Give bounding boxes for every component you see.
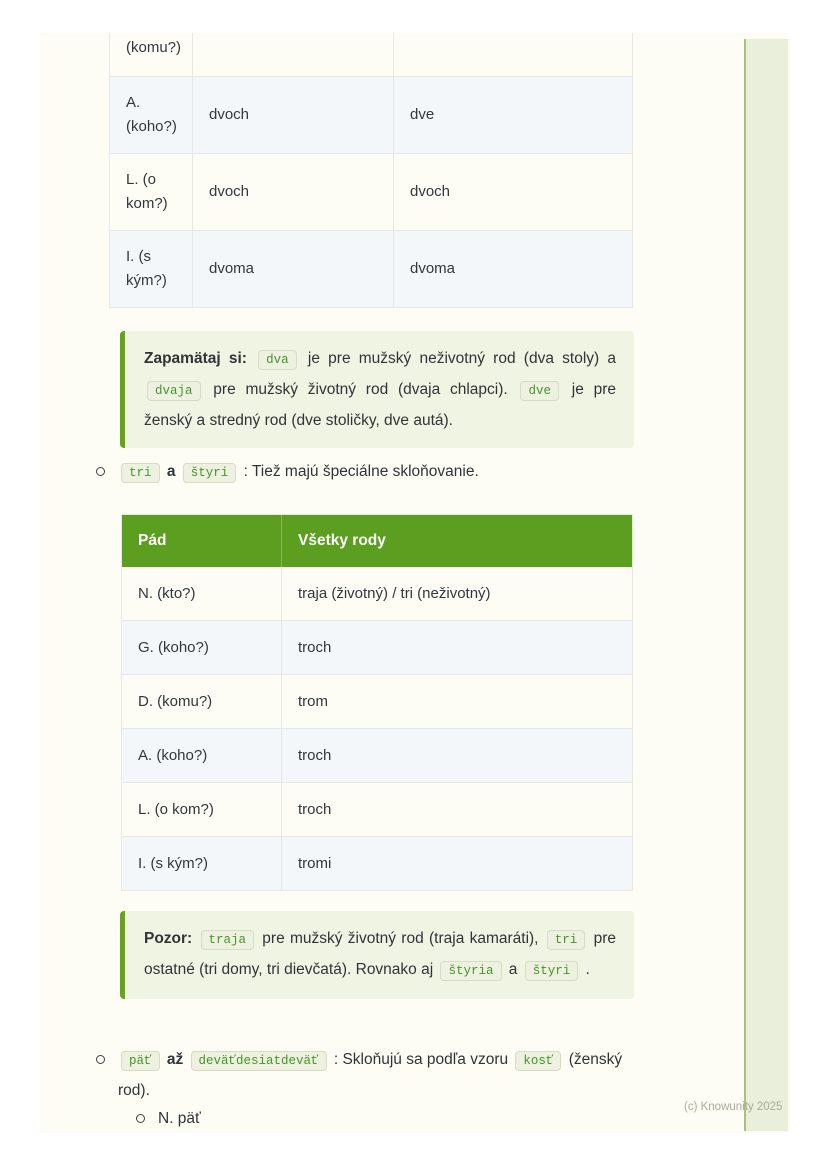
table-cell: A. (koho?) — [126, 94, 177, 135]
table-cell: dvoch — [192, 77, 393, 153]
table-cell: G. (koho?) — [138, 638, 209, 656]
declension-table-tri-styri — [121, 514, 633, 891]
bullet-marker-icon — [96, 1055, 105, 1064]
inline-code-chip: tri — [121, 463, 160, 483]
declension-table-dva — [109, 33, 633, 308]
sub-bullet-text: N. päť — [158, 1110, 201, 1127]
callout-pozor — [120, 911, 634, 999]
table-cell: troch — [281, 783, 632, 836]
table-cell: tromi — [281, 837, 632, 890]
text-segment: je pre mužský neživotný rod (dva stoly) a — [299, 350, 617, 367]
inline-code-chip: dvaja — [147, 381, 201, 401]
table-cell: A. (koho?) — [138, 746, 208, 764]
table-row — [110, 230, 632, 307]
table-cell: dvoch — [192, 154, 393, 230]
inline-code-chip: kosť — [515, 1051, 561, 1071]
table-row — [122, 728, 632, 782]
bullet-marker-icon — [136, 1114, 145, 1123]
inline-code-chip: tri — [547, 930, 586, 950]
inline-code-chip: päť — [121, 1051, 160, 1071]
bold-text: až — [162, 1051, 188, 1068]
text-segment: pre mužský životný rod (dvaja chlapci). — [203, 381, 518, 398]
text-segment: . — [581, 961, 590, 978]
bullet-item-tri-styri — [96, 457, 662, 488]
table-cell: dvoch — [393, 154, 632, 230]
bold-text: Pozor: — [144, 930, 198, 947]
table-cell: (komu?) — [126, 39, 182, 56]
text-segment: pre ostatné (tri domy, tri dievčatá). Rovnako aj — [144, 930, 616, 978]
table-row — [110, 76, 632, 153]
table-cell — [192, 33, 393, 76]
table-cell: traja (životný) / tri (neživotný) — [281, 567, 632, 620]
table-cell: I. (s kým?) — [126, 248, 167, 289]
inline-code-chip: dva — [258, 350, 297, 370]
table-row — [110, 33, 632, 76]
text-segment: : Skloňujú sa podľa vzoru — [329, 1051, 513, 1068]
inline-code-chip: štyri — [525, 961, 579, 981]
bullet-text — [118, 1045, 652, 1106]
table-cell: L. (o kom?) — [138, 800, 214, 818]
table-cell: dve — [393, 77, 632, 153]
table-body — [122, 567, 632, 890]
table-row — [122, 674, 632, 728]
table-cell: dvoma — [192, 231, 393, 307]
header-cell-pad: Pád — [138, 532, 167, 549]
table-cell: D. (komu?) — [138, 692, 213, 710]
text-segment: (ženský rod). — [118, 1051, 623, 1099]
footer-copyright: (c) Knowunity 2025 — [684, 1101, 783, 1113]
bold-text: Zapamätaj si: — [144, 350, 256, 367]
inline-code-chip: traja — [201, 930, 255, 950]
table-cell — [393, 33, 632, 76]
inline-code-chip: dve — [520, 381, 559, 401]
inline-code-chip: štyria — [440, 961, 501, 981]
table-row — [122, 836, 632, 890]
bullet-text — [118, 457, 662, 488]
text-segment: : Tiež majú špeciálne skloňovanie. — [239, 463, 479, 480]
table-row — [122, 782, 632, 836]
table-header-row — [122, 515, 632, 567]
table-cell: I. (s kým?) — [138, 854, 208, 872]
table-cell: N. (kto?) — [138, 584, 196, 602]
text-segment: a — [504, 961, 522, 978]
sub-bullet-item-n-pat — [136, 1104, 436, 1133]
callout-zapamataj — [120, 331, 634, 448]
text-segment: pre mužský životný rod (traja kamaráti), — [257, 930, 544, 947]
table-cell: dvoma — [393, 231, 632, 307]
document-page — [40, 33, 790, 1133]
inline-code-chip: deväťdesiatdeväť — [191, 1051, 327, 1071]
table-row — [122, 620, 632, 674]
table-cell: troch — [281, 621, 632, 674]
bullet-marker-icon — [96, 467, 105, 476]
table-cell: troch — [281, 729, 632, 782]
bullet-item-pat — [96, 1045, 652, 1106]
header-cell-vsetky-rody: Všetky rody — [281, 515, 632, 567]
bold-text: a — [162, 463, 180, 480]
table-row — [110, 153, 632, 230]
table-cell: trom — [281, 675, 632, 728]
text-segment: je pre ženský a stredný rod (dve stoličky, dve autá). — [144, 381, 616, 429]
table-row — [122, 567, 632, 620]
table-cell: L. (o kom?) — [126, 171, 168, 212]
side-band-decoration — [744, 39, 788, 1131]
inline-code-chip: štyri — [183, 463, 237, 483]
